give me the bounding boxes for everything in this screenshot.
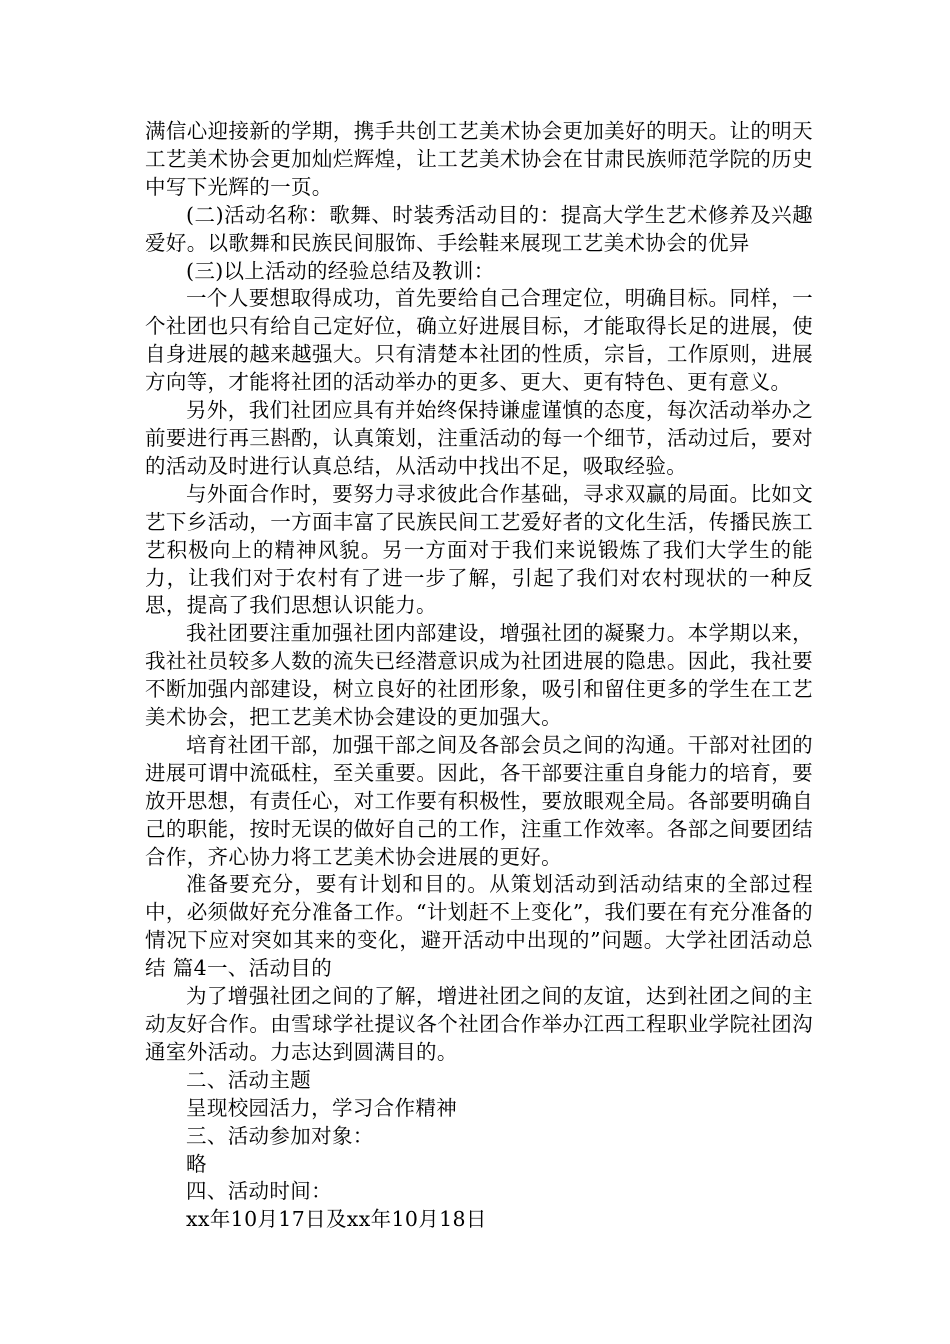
paragraph-theme-text: 呈现校园活力，学习合作精神 bbox=[186, 1095, 458, 1120]
paragraph-intro: 满信心迎接新的学期，携手共创工艺美术协会更加美好的明天。让的明天工艺美术协会更加灿烂辉煌，让工艺美术协会在甘肃民族师范学院的历史中写下光辉的一页。 bbox=[145, 119, 813, 199]
paragraph-activity-time-text: xx年10月17日及xx年10月18日 bbox=[186, 1207, 487, 1232]
heading-activity-theme: 二、活动主题 bbox=[186, 1067, 312, 1092]
paragraph-cooperation: 与外面合作时，要努力寻求彼此合作基础，寻求双赢的局面。比如文艺下乡活动，一方面丰富了民族民间工艺爱好者的文化生活，传播民族工艺积极向上的精神风貌。另一方面对于我们来说锻炼了我们大学生的能力，让我们对于农村有了进一步了解，引起了我们对农村现状的一种反思，提高了我们思想认识能力。 bbox=[145, 481, 813, 618]
heading-activity-time: 四、活动时间： bbox=[186, 1179, 332, 1204]
paragraph-purpose: 为了增强社团之间的了解，增进社团之间的友谊，达到社团之间的主动友好合作。由雪球学社提议各个社团合作举办江西工程职业学院社团沟通室外活动。力志达到圆满目的。 bbox=[145, 984, 813, 1064]
paragraph-internal-building: 我社团要注重加强社团内部建设，增强社团的凝聚力。本学期以来，我社社员较多人数的流失已经潜意识成为社团进展的隐患。因此，我社要不断加强内部建设，树立良好的社团形象，吸引和留住更多的学生在工艺美术协会，把工艺美术协会建设的更加强大。 bbox=[145, 621, 813, 730]
paragraph-participants-text: 略 bbox=[186, 1151, 207, 1176]
paragraph-positioning: 一个人要想取得成功，首先要给自己合理定位，明确目标。同样，一个社团也只有给自己定好位，确立好进展目标，才能取得长足的进展，使自身进展的越来越强大。只有清楚本社团的性质，宗旨，工作原则，进展方向等，才能将社团的活动举办的更多、更大、更有特色、更有意义。 bbox=[145, 286, 813, 395]
paragraph-section-three-heading: (三)以上活动的经验总结及教训： bbox=[186, 258, 495, 283]
paragraph-cadre-training: 培育社团干部，加强干部之间及各部会员之间的沟通。干部对社团的进展可谓中流砥柱，至关重要。因此，各干部要注重自身能力的培育，要放开思想，有责任心，对工作要有积极性，要放眼观全局。各部要明确自己的职能，按时无误的做好自己的工作，注重工作效率。各部之间要团结合作，齐心协力将工艺美术协会进展的更好。 bbox=[145, 732, 813, 869]
paragraph-preparation: 准备要充分，要有计划和目的。从策划活动到活动结束的全部过程中，必须做好充分准备工作。“计划赶不上变化”，我们要在有充分准备的情况下应对突如其来的变化，避开活动中出现的”问题。大学社团活动总结 篇4一、活动目的 bbox=[145, 872, 814, 981]
document-body bbox=[145, 118, 813, 1234]
heading-participants: 三、活动参加对象： bbox=[186, 1123, 374, 1148]
paragraph-attitude: 另外，我们社团应具有并始终保持谦虚谨慎的态度，每次活动举办之前要进行再三斟酌，认真策划，注重活动的每一个细节，活动过后，要对的活动及时进行认真总结，从活动中找出不足，吸取经验。 bbox=[145, 398, 813, 478]
paragraph-activity-name: (二)活动名称：歌舞、时装秀活动目的：提高大学生艺术修养及兴趣爱好。以歌舞和民族民间服饰、手绘鞋来展现工艺美术协会的优异 bbox=[145, 202, 813, 255]
